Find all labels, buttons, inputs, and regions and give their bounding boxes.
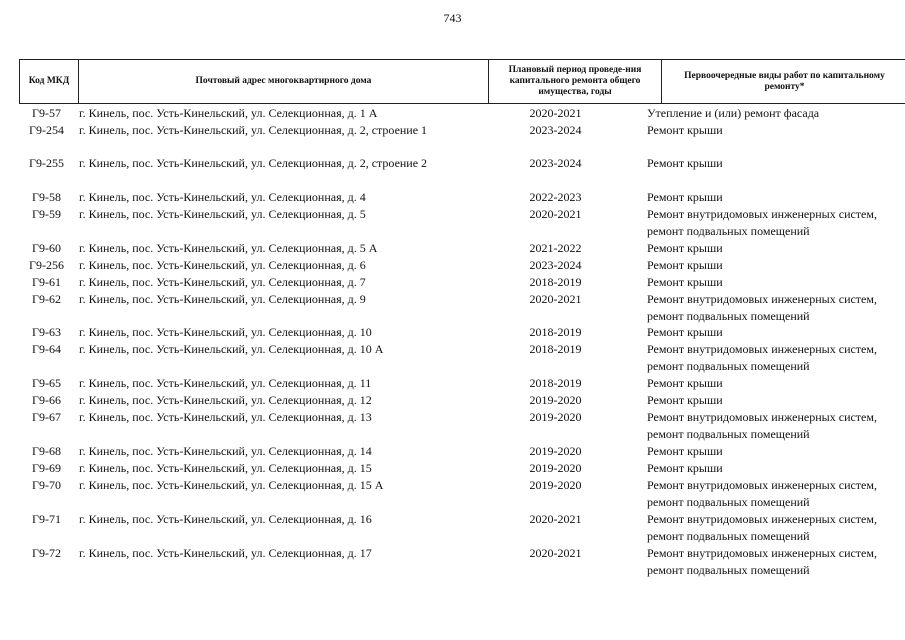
cell-code: Г9-254 [29,123,64,137]
cell-period: 2019-2020 [529,478,582,492]
cell-period: 2020-2021 [529,292,582,306]
cell-works: Ремонт внутридомовых инженерных систем, ремонт подвальных помещений [647,512,877,543]
cell-period: 2019-2020 [529,393,582,407]
cell-period: 2019-2020 [529,461,582,475]
cell-code: Г9-62 [32,292,61,306]
cell-period: 2020-2021 [529,106,582,120]
cell-address: г. Кинель, пос. Усть-Кинельский, ул. Селекционная, д. 13 [79,410,372,424]
cell-works: Ремонт внутридомовых инженерных систем, ремонт подвальных помещений [647,207,877,238]
cell-address: г. Кинель, пос. Усть-Кинельский, ул. Селекционная, д. 5 А [79,241,378,255]
cell-code: Г9-58 [32,190,61,204]
cell-works: Ремонт крыши [647,241,723,255]
header-period: Плановый период проведе-ния капитального ремонта общего имущества, годы [489,60,662,103]
cell-period: 2020-2021 [529,512,582,526]
cell-code: Г9-60 [32,241,61,255]
cell-code: Г9-63 [32,325,61,339]
cell-period: 2020-2021 [529,546,582,560]
cell-address: г. Кинель, пос. Усть-Кинельский, ул. Селекционная, д. 16 [79,512,372,526]
cell-period: 2021-2022 [529,241,582,255]
cell-period: 2023-2024 [529,123,582,137]
cell-period: 2019-2020 [529,444,582,458]
cell-address: г. Кинель, пос. Усть-Кинельский, ул. Селекционная, д. 14 [79,444,372,458]
cell-code: Г9-57 [32,106,61,120]
cell-works: Ремонт крыши [647,444,723,458]
cell-code: Г9-65 [32,376,61,390]
cell-address: г. Кинель, пос. Усть-Кинельский, ул. Селекционная, д. 6 [79,258,366,272]
cell-address: г. Кинель, пос. Усть-Кинельский, ул. Селекционная, д. 9 [79,292,366,306]
cell-period: 2018-2019 [529,342,582,356]
cell-period: 2020-2021 [529,207,582,221]
cell-period: 2018-2019 [529,275,582,289]
cell-period: 2023-2024 [529,258,582,272]
cell-works: Ремонт внутридомовых инженерных систем, ремонт подвальных помещений [647,410,877,441]
cell-address: г. Кинель, пос. Усть-Кинельский, ул. Селекционная, д. 1 А [79,106,378,120]
cell-address: г. Кинель, пос. Усть-Кинельский, ул. Селекционная, д. 7 [79,275,366,289]
cell-works: Ремонт внутридомовых инженерных систем, ремонт подвальных помещений [647,342,877,373]
cell-address: г. Кинель, пос. Усть-Кинельский, ул. Селекционная, д. 12 [79,393,372,407]
cell-works: Ремонт крыши [647,123,723,137]
cell-address: г. Кинель, пос. Усть-Кинельский, ул. Селекционная, д. 15 А [79,478,384,492]
cell-address: г. Кинель, пос. Усть-Кинельский, ул. Селекционная, д. 11 [79,376,372,390]
cell-address: г. Кинель, пос. Усть-Кинельский, ул. Селекционная, д. 15 [79,461,372,475]
cell-code: Г9-64 [32,342,61,356]
table-header [19,59,905,104]
cell-code: Г9-256 [29,258,64,272]
cell-address: г. Кинель, пос. Усть-Кинельский, ул. Селекционная, д. 10 [79,325,372,339]
cell-address: г. Кинель, пос. Усть-Кинельский, ул. Селекционная, д. 2, строение 2 [79,156,428,170]
cell-address: г. Кинель, пос. Усть-Кинельский, ул. Селекционная, д. 10 А [79,342,384,356]
cell-code: Г9-66 [32,393,61,407]
cell-code: Г9-69 [32,461,61,475]
cell-works: Ремонт крыши [647,156,723,170]
cell-code: Г9-68 [32,444,61,458]
cell-works: Ремонт внутридомовых инженерных систем, ремонт подвальных помещений [647,546,877,577]
header-address: Почтовый адрес многоквартирного дома [79,60,489,103]
page-number: 743 [443,11,462,25]
cell-address: г. Кинель, пос. Усть-Кинельский, ул. Селекционная, д. 17 [79,546,372,560]
cell-code: Г9-70 [32,478,61,492]
cell-code: Г9-59 [32,207,61,221]
cell-works: Ремонт крыши [647,376,723,390]
cell-works: Ремонт крыши [647,258,723,272]
cell-code: Г9-72 [32,546,61,560]
cell-address: г. Кинель, пос. Усть-Кинельский, ул. Селекционная, д. 2, строение 1 [79,123,428,137]
cell-period: 2018-2019 [529,325,582,339]
cell-works: Ремонт крыши [647,275,723,289]
cell-address: г. Кинель, пос. Усть-Кинельский, ул. Селекционная, д. 5 [79,207,366,221]
cell-period: 2019-2020 [529,410,582,424]
cell-works: Ремонт внутридомовых инженерных систем, ремонт подвальных помещений [647,478,877,509]
cell-works: Утепление и (или) ремонт фасада [647,106,820,120]
cell-period: 2022-2023 [529,190,582,204]
cell-works: Ремонт крыши [647,461,723,475]
header-code: Код МКД [20,60,79,103]
cell-works: Ремонт крыши [647,190,723,204]
cell-code: Г9-61 [32,275,61,289]
cell-works: Ремонт внутридомовых инженерных систем, ремонт подвальных помещений [647,292,877,323]
cell-period: 2018-2019 [529,376,582,390]
cell-works: Ремонт крыши [647,325,723,339]
cell-period: 2023-2024 [529,156,582,170]
header-works: Первоочередные виды работ по капитальному ремонту* [684,70,885,92]
cell-works: Ремонт крыши [647,393,723,407]
cell-code: Г9-67 [32,410,61,424]
cell-code: Г9-71 [32,512,61,526]
cell-address: г. Кинель, пос. Усть-Кинельский, ул. Селекционная, д. 4 [79,190,366,204]
cell-code: Г9-255 [29,156,64,170]
